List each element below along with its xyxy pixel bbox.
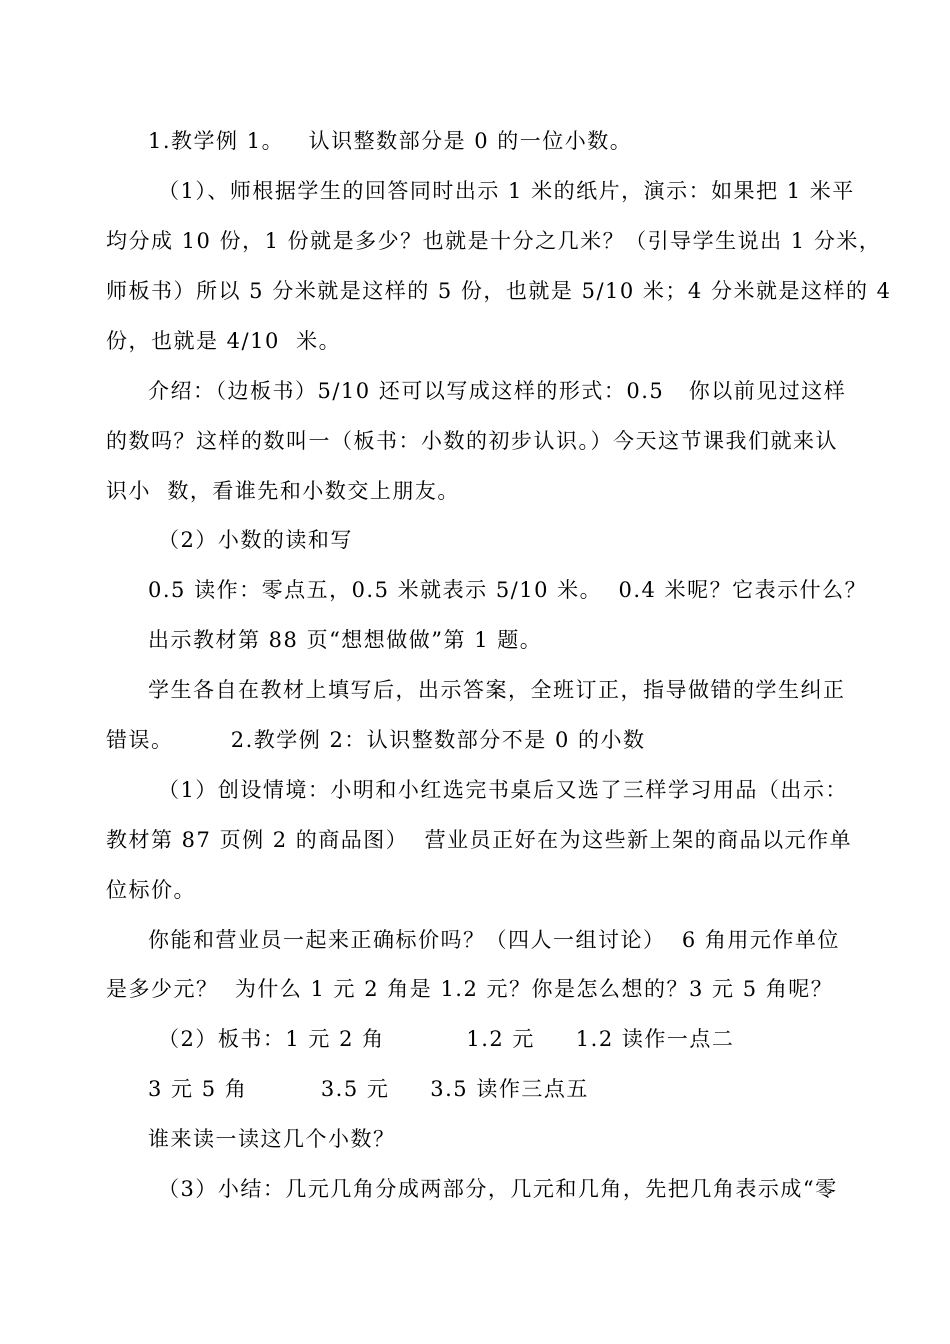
text-line: （2）板书：1 元 2 角 1.2 元 1.2 读作一点二	[158, 1027, 735, 1051]
text-line: 教材第 87 页例 2 的商品图） 营业员正好在为这些新上架的商品以元作单	[106, 828, 853, 852]
text-line: 1.教学例 1。 认识整数部分是 0 的一位小数。	[148, 129, 633, 153]
text-line: 的数吗？这样的数叫一（板书：小数的初步认识。）今天这节课我们就来认	[106, 429, 838, 453]
text-line: （1）创设情境：小明和小红选完书桌后又选了三样学习用品（出示：	[158, 778, 848, 802]
text-line: 错误。 2.教学例 2：认识整数部分不是 0 的小数	[106, 728, 646, 752]
text-line: 师板书）所以 5 分米就是这样的 5 份，也就是 5/10 米；4 分米就是这样的 4	[106, 279, 892, 303]
text-line: 学生各自在教材上填写后，出示答案，全班订正，指导做错的学生纠正	[148, 678, 846, 702]
text-line: （3）小结：几元几角分成两部分，几元和几角，先把几角表示成“零	[158, 1177, 838, 1201]
text-line: 识小 数，看谁先和小数交上朋友。	[106, 479, 460, 503]
text-line: 位标价。	[106, 878, 196, 902]
text-line: 份，也就是 4/10 米。	[106, 329, 342, 353]
text-line: 是多少元？ 为什么 1 元 2 角是 1.2 元？你是怎么想的？3 元 5 角呢？	[106, 977, 834, 1001]
text-line: 谁来读一读这几个小数？	[148, 1127, 396, 1151]
text-line: 均分成 10 份，1 份就是多少？也就是十分之几米？（引导学生说出 1 分米，	[106, 229, 882, 253]
text-line: （1）、师根据学生的回答同时出示 1 米的纸片，演示：如果把 1 米平	[158, 179, 855, 203]
text-line: 3 元 5 角 3.5 元 3.5 读作三点五	[148, 1077, 589, 1101]
text-line: 0.5 读作：零点五，0.5 米就表示 5/10 米。 0.4 米呢？它表示什么？	[148, 578, 868, 602]
text-line: （2）小数的读和写	[158, 528, 353, 552]
text-line: 你能和营业员一起来正确标价吗？（四人一组讨论） 6 角用元作单位	[148, 928, 840, 952]
text-line: 介绍：（边板书）5/10 还可以写成这样的形式：0.5 你以前见过这样	[148, 379, 847, 403]
text-line: 出示教材第 88 页“想想做做”第 1 题。	[148, 628, 543, 652]
